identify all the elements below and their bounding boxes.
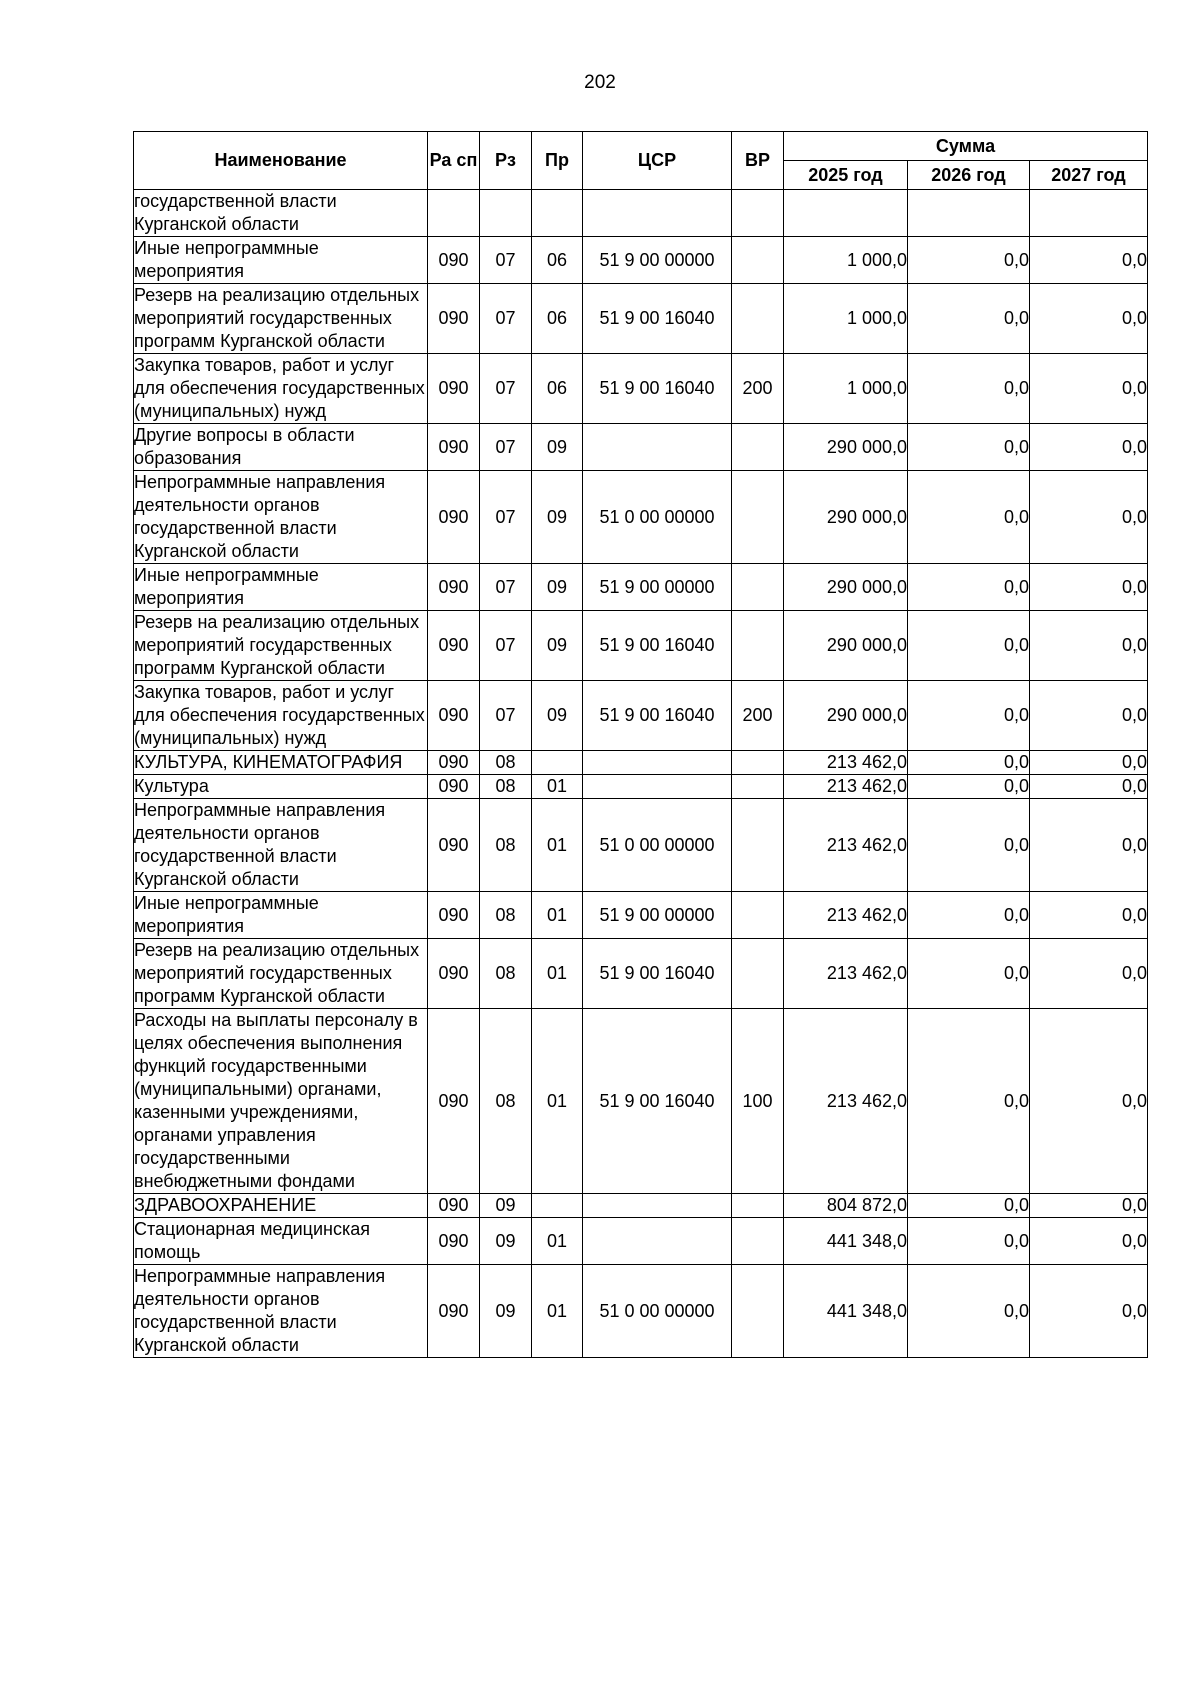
cell-name: КУЛЬТУРА, КИНЕМАТОГРАФИЯ	[134, 751, 428, 775]
cell-2026: 0,0	[908, 681, 1030, 751]
cell-2026: 0,0	[908, 1265, 1030, 1358]
cell-csr	[583, 424, 732, 471]
cell-rz: 09	[480, 1194, 532, 1218]
cell-rz	[480, 190, 532, 237]
cell-rz: 07	[480, 611, 532, 681]
cell-vr	[732, 1265, 784, 1358]
cell-2026: 0,0	[908, 892, 1030, 939]
cell-csr: 51 9 00 16040	[583, 284, 732, 354]
cell-name: Закупка товаров, работ и услуг для обеспечения государственных (муниципальных) нужд	[134, 354, 428, 424]
cell-2025: 1 000,0	[784, 284, 908, 354]
cell-rasp: 090	[428, 1194, 480, 1218]
cell-name: Стационарная медицинская помощь	[134, 1218, 428, 1265]
cell-rz: 08	[480, 799, 532, 892]
cell-2027: 0,0	[1030, 1009, 1148, 1194]
cell-2025	[784, 190, 908, 237]
cell-csr	[583, 1218, 732, 1265]
cell-2027: 0,0	[1030, 1265, 1148, 1358]
cell-rz: 07	[480, 284, 532, 354]
cell-pr: 06	[532, 237, 583, 284]
cell-2025: 290 000,0	[784, 471, 908, 564]
cell-2027: 0,0	[1030, 799, 1148, 892]
cell-csr: 51 0 00 00000	[583, 799, 732, 892]
cell-2025: 290 000,0	[784, 424, 908, 471]
cell-pr: 09	[532, 564, 583, 611]
cell-2027: 0,0	[1030, 284, 1148, 354]
cell-name: Непрограммные направления деятельности органов государственной власти Курганской области	[134, 471, 428, 564]
cell-rasp: 090	[428, 775, 480, 799]
header-year-2026: 2026 год	[908, 161, 1030, 190]
table-header	[134, 132, 1148, 190]
cell-vr	[732, 564, 784, 611]
cell-name: Культура	[134, 775, 428, 799]
cell-vr	[732, 284, 784, 354]
cell-2026: 0,0	[908, 284, 1030, 354]
cell-2027: 0,0	[1030, 564, 1148, 611]
cell-2025: 1 000,0	[784, 237, 908, 284]
cell-2027: 0,0	[1030, 354, 1148, 424]
cell-rasp: 090	[428, 237, 480, 284]
cell-rasp: 090	[428, 1265, 480, 1358]
cell-2027: 0,0	[1030, 471, 1148, 564]
cell-2026: 0,0	[908, 1194, 1030, 1218]
cell-vr	[732, 1218, 784, 1265]
cell-2026: 0,0	[908, 775, 1030, 799]
table-row	[134, 354, 1148, 424]
header-csr: ЦСР	[583, 132, 732, 190]
cell-2027	[1030, 190, 1148, 237]
cell-pr: 01	[532, 775, 583, 799]
table-row	[134, 564, 1148, 611]
cell-rz: 08	[480, 751, 532, 775]
cell-rz: 08	[480, 1009, 532, 1194]
table-row	[134, 1265, 1148, 1358]
cell-name: Иные непрограммные мероприятия	[134, 892, 428, 939]
cell-2026: 0,0	[908, 611, 1030, 681]
cell-pr: 01	[532, 1218, 583, 1265]
cell-2026: 0,0	[908, 471, 1030, 564]
cell-pr: 01	[532, 1009, 583, 1194]
cell-rz: 09	[480, 1218, 532, 1265]
cell-pr	[532, 751, 583, 775]
cell-vr	[732, 611, 784, 681]
cell-name: Иные непрограммные мероприятия	[134, 564, 428, 611]
cell-name: Резерв на реализацию отдельных мероприятий государственных программ Курганской области	[134, 939, 428, 1009]
cell-2025: 290 000,0	[784, 681, 908, 751]
cell-2025: 441 348,0	[784, 1265, 908, 1358]
cell-pr: 01	[532, 799, 583, 892]
table-row	[134, 799, 1148, 892]
cell-vr	[732, 424, 784, 471]
cell-pr	[532, 190, 583, 237]
cell-rasp: 090	[428, 424, 480, 471]
cell-name: государственной власти Курганской области	[134, 190, 428, 237]
cell-2027: 0,0	[1030, 775, 1148, 799]
header-name: Наименование	[134, 132, 428, 190]
cell-csr	[583, 1194, 732, 1218]
cell-pr: 06	[532, 354, 583, 424]
cell-vr: 100	[732, 1009, 784, 1194]
cell-rasp	[428, 190, 480, 237]
cell-rz: 08	[480, 892, 532, 939]
cell-2025: 213 462,0	[784, 751, 908, 775]
header-year-2027: 2027 год	[1030, 161, 1148, 190]
cell-csr: 51 0 00 00000	[583, 471, 732, 564]
table-row	[134, 1218, 1148, 1265]
cell-2026: 0,0	[908, 1218, 1030, 1265]
cell-2025: 290 000,0	[784, 564, 908, 611]
cell-rasp: 090	[428, 611, 480, 681]
cell-rz: 08	[480, 939, 532, 1009]
cell-2027: 0,0	[1030, 751, 1148, 775]
cell-name: Резерв на реализацию отдельных мероприятий государственных программ Курганской области	[134, 284, 428, 354]
cell-pr	[532, 1194, 583, 1218]
table-row	[134, 611, 1148, 681]
cell-csr: 51 9 00 16040	[583, 611, 732, 681]
cell-name: Иные непрограммные мероприятия	[134, 237, 428, 284]
cell-name: Другие вопросы в области образования	[134, 424, 428, 471]
cell-2027: 0,0	[1030, 1218, 1148, 1265]
header-rasp: Ра сп	[428, 132, 480, 190]
cell-name: Непрограммные направления деятельности органов государственной власти Курганской области	[134, 1265, 428, 1358]
header-sum: Сумма	[784, 132, 1148, 161]
cell-name: Резерв на реализацию отдельных мероприятий государственных программ Курганской области	[134, 611, 428, 681]
header-year-2025: 2025 год	[784, 161, 908, 190]
cell-2025: 213 462,0	[784, 892, 908, 939]
table-row	[134, 681, 1148, 751]
cell-name: ЗДРАВООХРАНЕНИЕ	[134, 1194, 428, 1218]
cell-vr: 200	[732, 354, 784, 424]
cell-rz: 07	[480, 237, 532, 284]
cell-csr: 51 0 00 00000	[583, 1265, 732, 1358]
cell-rz: 07	[480, 564, 532, 611]
cell-csr: 51 9 00 16040	[583, 354, 732, 424]
cell-pr: 01	[532, 892, 583, 939]
cell-vr	[732, 775, 784, 799]
cell-2026: 0,0	[908, 564, 1030, 611]
cell-rz: 08	[480, 775, 532, 799]
cell-2025: 213 462,0	[784, 799, 908, 892]
table-row	[134, 892, 1148, 939]
cell-rz: 07	[480, 471, 532, 564]
cell-2026	[908, 190, 1030, 237]
cell-2025: 213 462,0	[784, 939, 908, 1009]
cell-2027: 0,0	[1030, 237, 1148, 284]
cell-vr	[732, 751, 784, 775]
table-row	[134, 424, 1148, 471]
cell-vr	[732, 799, 784, 892]
cell-csr	[583, 751, 732, 775]
cell-rasp: 090	[428, 564, 480, 611]
cell-pr: 01	[532, 939, 583, 1009]
header-vr: ВР	[732, 132, 784, 190]
cell-vr: 200	[732, 681, 784, 751]
table-row	[134, 1009, 1148, 1194]
cell-name: Непрограммные направления деятельности органов государственной власти Курганской области	[134, 799, 428, 892]
header-pr: Пр	[532, 132, 583, 190]
cell-2026: 0,0	[908, 799, 1030, 892]
cell-rz: 09	[480, 1265, 532, 1358]
cell-2027: 0,0	[1030, 1194, 1148, 1218]
cell-2027: 0,0	[1030, 892, 1148, 939]
cell-rasp: 090	[428, 1218, 480, 1265]
cell-2025: 804 872,0	[784, 1194, 908, 1218]
cell-rz: 07	[480, 354, 532, 424]
cell-rasp: 090	[428, 471, 480, 564]
cell-rz: 07	[480, 424, 532, 471]
cell-pr: 09	[532, 611, 583, 681]
cell-pr: 09	[532, 681, 583, 751]
cell-2025: 441 348,0	[784, 1218, 908, 1265]
table-row	[134, 751, 1148, 775]
table-row	[134, 471, 1148, 564]
table-row	[134, 939, 1148, 1009]
cell-csr	[583, 190, 732, 237]
cell-2027: 0,0	[1030, 424, 1148, 471]
cell-2026: 0,0	[908, 237, 1030, 284]
cell-vr	[732, 471, 784, 564]
cell-vr	[732, 939, 784, 1009]
cell-rz: 07	[480, 681, 532, 751]
cell-vr	[732, 237, 784, 284]
table-row	[134, 775, 1148, 799]
cell-rasp: 090	[428, 284, 480, 354]
cell-name: Расходы на выплаты персоналу в целях обеспечения выполнения функций государственными (муниципальными) органами, казенными учреждениями, органами управления государственными внебюджетными фондами	[134, 1009, 428, 1194]
cell-2026: 0,0	[908, 939, 1030, 1009]
cell-csr: 51 9 00 00000	[583, 564, 732, 611]
cell-rasp: 090	[428, 892, 480, 939]
cell-csr: 51 9 00 16040	[583, 939, 732, 1009]
cell-pr: 01	[532, 1265, 583, 1358]
cell-csr: 51 9 00 16040	[583, 1009, 732, 1194]
budget-table	[133, 131, 1148, 1358]
table-row	[134, 284, 1148, 354]
cell-2027: 0,0	[1030, 939, 1148, 1009]
cell-pr: 06	[532, 284, 583, 354]
cell-rasp: 090	[428, 681, 480, 751]
cell-rasp: 090	[428, 799, 480, 892]
cell-pr: 09	[532, 471, 583, 564]
cell-csr: 51 9 00 16040	[583, 681, 732, 751]
cell-vr	[732, 892, 784, 939]
cell-2026: 0,0	[908, 1009, 1030, 1194]
cell-2025: 290 000,0	[784, 611, 908, 681]
cell-rasp: 090	[428, 1009, 480, 1194]
header-rz: Рз	[480, 132, 532, 190]
table-row	[134, 190, 1148, 237]
cell-2027: 0,0	[1030, 681, 1148, 751]
cell-2026: 0,0	[908, 424, 1030, 471]
cell-rasp: 090	[428, 939, 480, 1009]
table-row	[134, 237, 1148, 284]
cell-2025: 213 462,0	[784, 1009, 908, 1194]
cell-csr	[583, 775, 732, 799]
cell-2026: 0,0	[908, 751, 1030, 775]
cell-csr: 51 9 00 00000	[583, 237, 732, 284]
cell-rasp: 090	[428, 751, 480, 775]
cell-vr	[732, 1194, 784, 1218]
table-body	[134, 190, 1148, 1358]
cell-vr	[732, 190, 784, 237]
cell-name: Закупка товаров, работ и услуг для обеспечения государственных (муниципальных) нужд	[134, 681, 428, 751]
cell-2026: 0,0	[908, 354, 1030, 424]
cell-pr: 09	[532, 424, 583, 471]
cell-csr: 51 9 00 00000	[583, 892, 732, 939]
cell-2025: 1 000,0	[784, 354, 908, 424]
cell-rasp: 090	[428, 354, 480, 424]
cell-2027: 0,0	[1030, 611, 1148, 681]
cell-2025: 213 462,0	[784, 775, 908, 799]
table-row	[134, 1194, 1148, 1218]
page-number: 202	[584, 72, 616, 93]
